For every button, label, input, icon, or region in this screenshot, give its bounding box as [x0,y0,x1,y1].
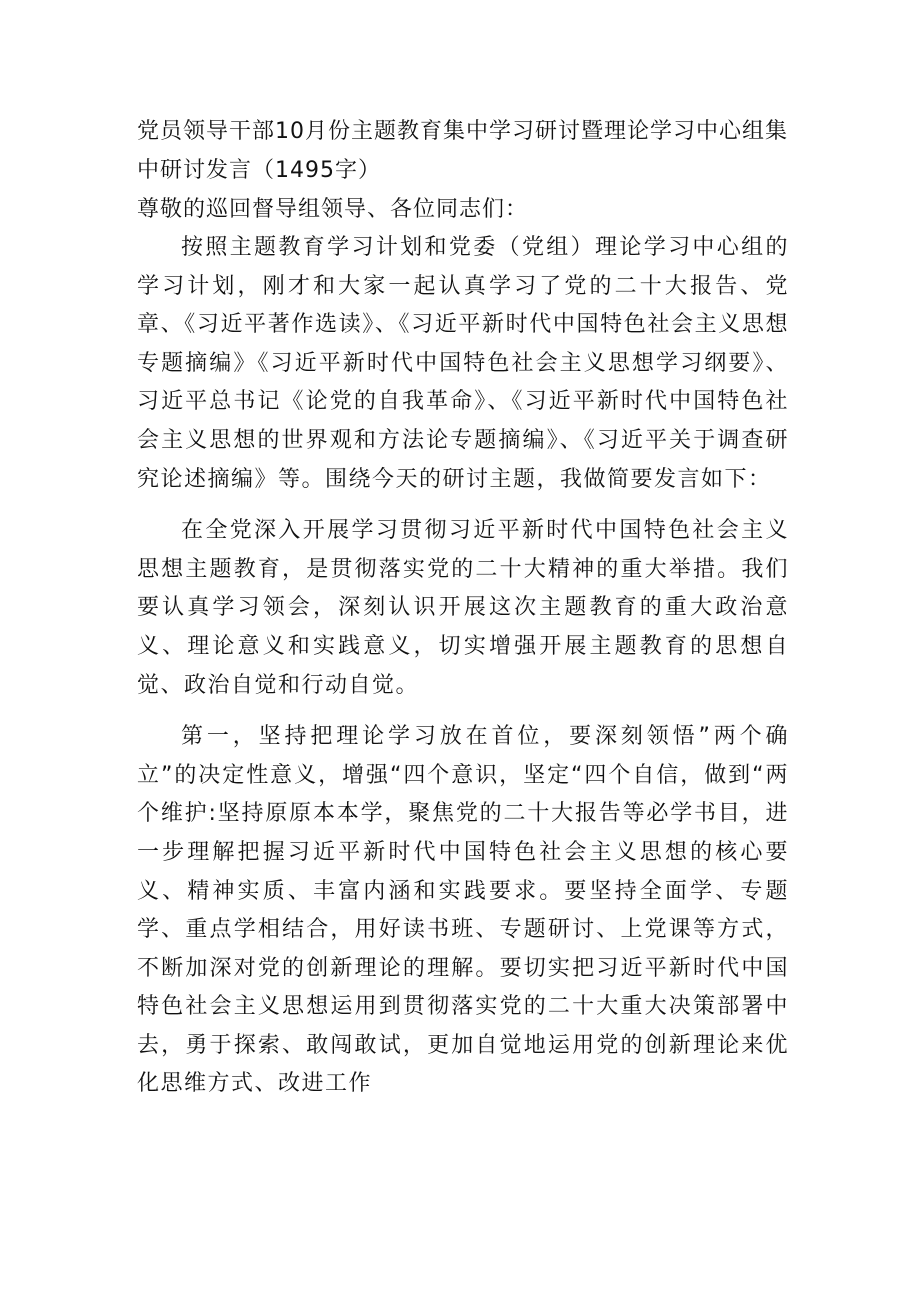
document-page [137,112,789,1104]
salutation: 尊敬的巡回督导组领导、各位同志们： [137,197,529,222]
document-title: 党员领导干部10月份主题教育集中学习研讨暨理论学习中心组集中研讨发言（1495字） [137,119,788,183]
paragraph-2: 在全党深入开展学习贯彻习近平新时代中国特色社会主义思想主题教育，是贯彻落实党的二十大精神的重大举措。我们要认真学习领会，深刻认识开展这次主题教育的重大政治意义、理论意义和实践意义，切实增强开展主题教育的思想自觉、政治自觉和行动自觉。 [137,518,789,698]
paragraph-1: 按照主题教育学习计划和党委（党组）理论学习中心组的学习计划，刚才和大家一起认真学习了党的二十大报告、党章、《习近平著作选读》、《习近平新时代中国特色社会主义思想专题摘编》《习近平新时代中国特色社会主义思想学习纲要》、习近平总书记《论党的自我革命》、《习近平新时代中国特色社会主义思想的世界观和方法论专题摘编》、《习近平关于调查研究论述摘编》等。围绕今天的研讨主题，我做简要发言如下： [137,235,789,492]
paragraph-3: 第一，坚持把理论学习放在首位，要深刻领悟”两个确立”的决定性意义，增强“四个意识，坚定“四个自信，做到“两个维护:坚持原原本本学，聚焦党的二十大报告等必学书目，进一步理解把握习近平新时代中国特色社会主义思想的核心要义、精神实质、丰富内涵和实践要求。要坚持全面学、专题学、重点学相结合，用好读书班、专题研讨、上党课等方式，不断加深对党的创新理论的理解。要切实把习近平新时代中国特色社会主义思想运用到贯彻落实党的二十大重大决策部署中去，勇于探索、敢闯敢试，更加自觉地运用党的创新理论来优化思维方式、改进工作 [137,724,789,1097]
